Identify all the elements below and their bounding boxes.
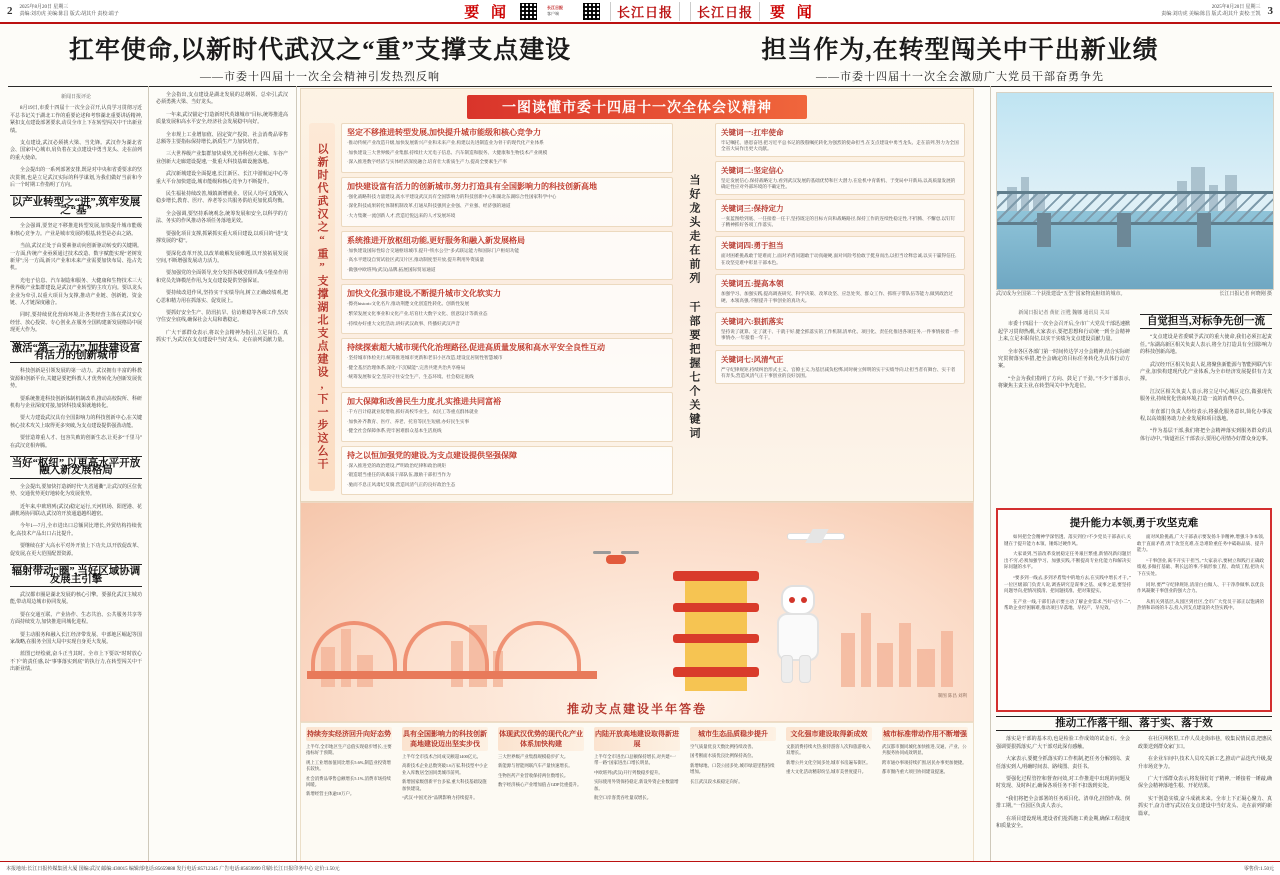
paragraph: 全会强调,要坚持系统观念,统筹发展和安全,以科学的方法、务实的作风推动各项任务落地见效。 [156, 211, 288, 225]
qr-code-icon[interactable] [520, 3, 537, 20]
masthead-left-date: 2025年8月20日 星期三 [19, 5, 69, 10]
paragraph: 全市各区各部门第一时间传达学习全会精神,结合实际研究贯彻落实举措,把全会确定的目标任务转化为具体行动方案。 [998, 349, 1130, 370]
infographic-block-line: ·加快补齐教育、医疗、养老、托育等民生短板,办好民生实事 [347, 418, 470, 424]
keyword-title: 关键词四:勇于担当 [721, 241, 784, 251]
paragraph: 支点建设,武汉必须挑大梁、当先锋。武汉作为湖北省会、国家中心城市,肩负着在支点建设中勇当龙头、走在前列的重大使命。 [10, 141, 142, 161]
headline-right-sub: ——市委十四届十一次全会激励广大党员干部奋勇争先 [816, 71, 1104, 83]
section-label-left: 要 闻 [464, 4, 510, 21]
paragraph: “要多到一线去,多到矛盾集中的地方去,在实践中增长才干。”一位区级部门负责人说,调查研究是谋事之基、成事之道,要坚持问题导向,把情况摸清、把问题找准、把对策提实。 [1004, 574, 1131, 594]
keyword-text: 一张蓝图绘到底、一任接着一任干,坚持既定的目标方向和战略路径,保持工作的连续性稳定性,不折腾、不懈怠,以钉钉子精神抓好各项工作落实。 [721, 215, 956, 228]
infographic-block-line: ·锻造堪当重任的高素质干部队伍,激励干部担当作为 [347, 472, 451, 478]
infographic-block-heading: 系统推进开放枢纽功能,更好服务和融入新发展格局 [347, 235, 525, 245]
paragraph: 要主动服务和融入长江经济带发展、中部地区崛起等国家战略,在服务全国大局中实现自身更大发展。 [10, 632, 142, 645]
infographic-block-line: ·驰而不息正风肃纪反腐,营造风清气正的良好政治生态 [347, 481, 456, 487]
paragraph: 要强化过程管控和督查问效,对工作推进中出现的问题及时发现、及时纠正,确保各项任务不折不扣落到实处。 [996, 777, 1130, 790]
infographic-keyword [715, 123, 965, 157]
paragraph: 要抓好安全生产、防汛抗旱、信访维稳等各项工作,坚决守住安全底线,确保社会大局和谐稳定。 [156, 310, 288, 324]
infographic-block [341, 177, 673, 227]
infographic-right-label: 当好龙头走在前列 干部要把握七个关键词 [688, 173, 700, 441]
section-label-right: 要 闻 [770, 4, 816, 21]
data-strip-item: 武汉都市圈同城化加快推进,交通、产业、公共服务协同成效明显。 [882, 744, 967, 756]
infographic-block [341, 231, 673, 281]
keyword-text: 严守纪律规矩,持续纠治形式主义、官僚主义,为基层减负松绑,同时树立鲜明的实干实绩导向,让担当者有舞台、实干者有奔头,营造风清气正干事创业的良好氛围。 [721, 366, 956, 379]
column-rule-1 [148, 86, 149, 868]
paragraph: 今年1—7月,全市进出口总额同比增长,外贸结构持续优化,高技术产品出口占比提升。 [10, 524, 142, 537]
paragraph: 光电子信息、汽车制造和服务、大健康和生物技术三大世界级产业集群建设,是武汉产业转型的主攻方向。要以龙头企业为牵引,以重大项目为支撑,推动产业链、创新链、资金链、人才链深度融合。 [10, 278, 142, 306]
infographic-keyword [715, 274, 965, 308]
headline-left-sub: ——市委十四届十一次全会精神引发热烈反响 [200, 71, 440, 83]
paragraph: “我们将把全会部署的任务项目化、清单化,挂图作战、倒排工期。”一位园区负责人表示。 [996, 796, 1130, 810]
keyword-title: 关键词五:提高本领 [721, 279, 784, 289]
infographic-block-heading: 持续探索超大城市现代化治理路径,促进高质量发展和高水平安全良性互动 [347, 343, 605, 353]
paragraph: 在产业一线,干部们表示要主动了解企业需求,当好“店小二”,帮助企业纾困解难,推动项目早落地、早投产、早见效。 [1004, 598, 1131, 611]
keyword-title: 关键词七:风清气正 [721, 354, 784, 364]
paragraph: 广大干部群众表示,将发扬钉钉子精神,一锤接着一锤敲,确保全会精神落地生根、开花结果。 [1138, 777, 1272, 790]
data-strip-item: 数字经济核心产业增加值占GDP比重提升。 [498, 782, 582, 788]
qr-label-1 [547, 5, 573, 17]
paragraph: 在社区网格里,工作人员走街串巷，收集民情民意,把惠民政策送到群众家门口。 [1138, 737, 1272, 750]
infographic-keywords [715, 123, 965, 491]
infographic-block-line: ·繁荣发展文化事业和文化产业,培育壮大数字文化、创意设计等新业态 [347, 310, 488, 316]
section-heading: 当好“枢纽”,以更高水平开放融入新发展格局 [10, 456, 142, 479]
paragraph: 全会强调,要坚定不移推进转型发展,加快提升城市能级和核心竞争力。产业是城市发展的根基,转型是必由之路。 [10, 224, 142, 237]
headline-right [640, 24, 1280, 82]
paragraph: 广大干部群众表示,将以全会精神为指引,立足岗位、真抓实干,为武汉在支点建设中当好龙头、走在前列贡献力量。 [156, 330, 288, 344]
footer-right: 零售价:1.50元 [1243, 867, 1274, 872]
data-strip-item: 中欧班列(武汉)开行列数稳步提升。 [594, 769, 663, 775]
highlight-box-left [1004, 534, 1131, 616]
data-strip-item: 规上工业增加值同比增长5.6%,制造业投资增长较快。 [306, 759, 391, 772]
keyword-title: 关键词三:保持定力 [721, 203, 784, 213]
infographic-keyword [715, 199, 965, 233]
infographic-block-line: ·千方百计稳就业促增收,抓好高校毕业生、农民工等重点群体就业 [347, 408, 479, 414]
paragraph: 如何把全会精神学深悟透、落实到位?不少党员干部表示,关键在于提升能力本领、锤炼过硬作风。 [1004, 534, 1131, 546]
data-strip-item: 都市圈内重大项目协同建设提速。 [882, 769, 948, 775]
data-strip [300, 722, 974, 870]
photo-caption-right: 长江日报记者 何晓刚 摄 [1219, 292, 1272, 297]
keyword-text: 牢记嘱托、感恩奋进,把习近平总书记的殷殷嘱托转化为强烈的使命担当,在支点建设中勇当龙头、走在前列,努力为全国全省大局作出更大贡献。 [721, 140, 959, 152]
column-rule-3 [990, 86, 991, 868]
data-strip-column [301, 723, 397, 869]
data-strip-heading: 具有全国影响力的科技创新高地建设迈出坚实步伐 [402, 727, 488, 751]
data-strip-item: 文旅消费持续火热,接待游客人次和旅游收入双增长。 [786, 744, 871, 756]
paragraph: 大家表示,要健全抓落实的工作机制,把任务分解到岗、责任落实到人,明确时间表、路线图、责任书。 [996, 757, 1130, 770]
data-strip-item: 长江武汉段水质稳定向好。 [690, 778, 743, 784]
paragraph: 要继续在扩大高水平对外开放上下功夫,以开放促改革、促发展,在更大范围配置资源。 [10, 544, 142, 557]
data-strip-item: 新增经营主体逾10万户。 [306, 791, 355, 797]
headline-left-title: 扛牢使命,以新时代武汉之“重”支撑支点建设 [68, 37, 572, 64]
infographic-body [301, 123, 973, 491]
keyword-title: 关键词一:扛牢使命 [721, 128, 784, 137]
infographic-block-line: ·加快建设三大世界级产业集群,持续壮大光电子信息、汽车制造和服务、大健康和生物技术产业规模 [347, 149, 548, 155]
infographic-block-line: ·推动传统产业改造升级,加快发展新兴产业和未来产业,构建以先进制造业为骨干的现代化产业体系 [347, 140, 544, 145]
robot-graphic [773, 585, 819, 681]
paragraph: “全会为我们指明了方向、鼓足了干劲。”不少干部表示,将聚焦主责主业,在转型闯关中争先进位。 [998, 376, 1130, 390]
keyword-text: 坚持说了就算、定了就干、干就干好,健全抓落实的工作机制,清单化、项目化、责任化推进各项任务,一件事情接着一件事情办,一年接着一年干。 [721, 329, 959, 341]
photo-bridge [997, 165, 1273, 225]
masthead-left-editors: 责编:刘功虎 美编:陈昌 版式:胡其升 责校:端子 [19, 12, 119, 17]
infographic-block-line: ·持续办好重大文化活动,讲好武汉故事、传播好武汉声音 [347, 320, 460, 326]
paragraph: 近年来,中欧班列(武汉)稳定运行,天河机场、阳逻港、花湖机场协同联动,武汉的开放通道越织越密。 [10, 504, 142, 518]
data-strip-item: 跨市通办事项持续扩围,居民办事更加便捷。 [882, 759, 967, 765]
right-bottom-paragraphs [996, 736, 1272, 830]
headline-row [0, 24, 1280, 82]
highlight-box [996, 508, 1272, 712]
infographic-block-heading: 持之以恒加强党的建设,为支点建设提供坚强保障 [347, 450, 517, 460]
infographic-keyword [715, 312, 965, 346]
left-column-2 [156, 92, 288, 862]
right-column-2 [1140, 308, 1272, 504]
data-strip-item: 重大文化活动精彩纷呈,城市美誉度提升。 [786, 769, 867, 775]
photo-caption-left: 武汉成为全国第二个获批建设“五型”国家物流枢纽的城市。 [996, 292, 1126, 297]
infographic-block-line: ·深入推进数字经济与实体经济深度融合,培育壮大新质生产力,提高全要素生产率 [347, 159, 508, 165]
paragraph: 要在交通互联、产业协作、生态共治、公共服务共享等方面持续发力,加快推进同城化进程。 [10, 612, 142, 626]
right-bottom-section [996, 716, 1272, 862]
infographic-block-line: ·擦亮historic文化名片,推动荆楚文化创造性转化、创新性发展 [347, 301, 470, 307]
paragraph: 武汉都市圈是湖北发展的核心引擎。要强化武汉主城功能,带动周边城市协同发展。 [10, 592, 142, 606]
data-strip-column [877, 723, 973, 869]
keyword-text: 面对困难挑战敢于迎难而上,面对矛盾问题敢于动真碰硬,面对风险考验敢于挺身而出,以担当诠释忠诚,以实干赢得信任,在攻坚克难中彰显干部本色。 [721, 253, 957, 265]
infographic-block-line: ·统筹发展和安全,坚决守住安全生产、生态环境、社会稳定底线 [347, 374, 474, 380]
paragraph: 要持续改进作风,坚持实干实绩导向,树立正确政绩观,把心思和精力用在抓落实、促发展上。 [156, 291, 288, 304]
paragraph: 全会指出,支点建设是湖北发展的总纲领、总牵引,武汉必须勇挑大梁、当好龙头。 [156, 93, 288, 106]
paragraph: 面对风险挑战,广大干部表示要发扬斗争精神,增强斗争本领,敢于直面矛盾,勇于攻坚克难,在急难险重任务中砥砺品质、提升能力。 [1137, 534, 1264, 553]
infographic [300, 88, 974, 502]
data-strip-column [397, 723, 493, 869]
data-strip-item: 上半年全市进出口总额保持增长,对共建“一带一路”国家进出口增长明显。 [594, 754, 677, 766]
data-strip-item: 三大世界级产业集群规模稳步扩大。 [498, 754, 569, 759]
paragraph: “作为基层干部,我们将把全会精神落实到服务群众的具体行动中。”街道社区干部表示,要用心用情办好群众身边事。 [1140, 429, 1272, 442]
paragraph: 全市规上工业增加值、固定资产投资、社会消费品零售总额等主要指标保持增长,新质生产力加快培育。 [156, 132, 288, 146]
yellow-crane-tower-graphic [673, 571, 759, 691]
infographic-block-line: ·健全社会保障体系,兜牢困难群众基本生活底线 [347, 428, 442, 434]
data-strip-item: 上半年全市技术合同成交额超1400亿元。 [402, 754, 482, 759]
data-strip-heading: 城市生态品质稳步提升 [690, 727, 776, 741]
infographic-keyword [715, 350, 965, 384]
infographic-block [341, 446, 673, 496]
infographic-keyword [715, 161, 965, 195]
masthead-right-date: 2025年8月20日 星期三 [1211, 5, 1261, 10]
paper-nameplate-right: 长江日报 [690, 2, 760, 21]
data-strip-heading: 持续夯实经济回升向好态势 [306, 727, 392, 741]
paragraph: 要系统推进科技创新体制机制改革,推动高校院所、科研机构与企业深度对接,加快科技成果就地转化。 [10, 396, 142, 409]
illustration-caption: 推动支点建设半年答卷 [566, 702, 707, 716]
photo [996, 92, 1274, 290]
page-number-left: 2 [7, 5, 13, 17]
paragraph: 要深化改革开放,以改革破解发展难题,以开放拓展发展空间,不断增强发展动力活力。 [156, 251, 288, 264]
infographic-block-line: ·深入推进党的政治建设,严明政治纪律和政治规矩 [347, 462, 447, 468]
masthead [0, 0, 1280, 24]
keyword-text: 加强学习、加强实践,提高调查研究、科学决策、改革攻坚、应急处突、群众工作、抓班子带队伍等能力,做到政治过硬、本领高强,不断提升干事创业的真功夫。 [721, 291, 953, 303]
infographic-block [341, 338, 673, 388]
data-strip-column [685, 723, 781, 869]
infographic-block-line: ·坚持城市体检先行,统筹推进城市更新和老旧小区改造,建设宜居韧性智慧城市 [347, 355, 503, 361]
paragraph: 武汉新城建设全面提速,长江新区、长江中游航运中心等重大平台加快建设,城市能级和核心竞争力不断提升。 [156, 172, 288, 185]
masthead-center [308, 1, 972, 22]
rule-top [8, 86, 1272, 87]
paragraph: 落实是干部的基本功,也是检验工作成效的试金石。全会强调要狠抓落实,广大干部对此深有感触。 [996, 737, 1130, 750]
paragraph: 要大力建设武汉具有全国影响力的科技创新中心,在关键核心技术攻关上取得更多突破,为支点建设提供强劲动能。 [10, 416, 142, 429]
column-rule-2 [296, 86, 297, 868]
left-kicker: 新闻日报评论 [60, 95, 91, 100]
right-kicker: 新闻日报记者 黄征 汪甦 魏娜 通讯员 关耳 [1018, 311, 1110, 316]
infographic-block [341, 123, 673, 173]
illustration [300, 502, 974, 722]
paragraph: 三大世界级产业集群加快成势,光谷科创大走廊、车谷产业创新大走廊建设提速,一批重大科技基础设施落地。 [156, 152, 288, 165]
section-heading: 以产业转型之“进”,筑牢发展之“基” [10, 195, 142, 218]
paragraph: 要强化项目支撑,抓紧抓实重大项目建设,以项目的“进”支撑发展的“稳”。 [156, 231, 288, 245]
infographic-block-heading: 坚定不移推进转型发展,加快提升城市能级和核心竞争力 [347, 128, 541, 137]
infographic-block-line: ·大力集聚一流创新人才,营造近悦远来的人才发展环境 [347, 212, 456, 218]
second-column-paragraphs [156, 92, 288, 345]
paragraph: 8月19日,市委十四届十一次全会召开,认真学习贯彻习近平总书记关于湖北工作的重要论述和考察湖北重要讲话精神,紧扣支点建设部署要求,动员全市上下在转型闯关中干出新业绩。 [10, 106, 142, 134]
paragraph: “支点建设是省委赋予武汉的重大使命,我们必须扛起责任。”东湖高新区相关负责人表示,将全力打造具有全国影响力的科技创新高地。 [1140, 335, 1272, 356]
masthead-left [0, 4, 308, 18]
page-number-right: 3 [1267, 5, 1273, 17]
infographic-block-heading: 加大保障和改善民生力度,扎实推进共同富裕 [347, 396, 501, 406]
data-strip-item: 航空口岸客货吞吐量双增长。 [594, 795, 652, 801]
paragraph: “干事创业,离不开实干担当。”大家表示,要树立和践行正确政绩观,多做打基础、利长远的事,不搞形象工程、政绩工程,把功夫下在实处。 [1137, 557, 1264, 576]
left-sections [10, 195, 142, 673]
data-strip-heading: 城市标准带动作用不断增强 [882, 727, 968, 741]
data-strip-column [589, 723, 685, 869]
keyword-text: 坚定发展信心,保持战略定力,看到武汉发展的基础优势和巨大潜力,在危机中育新机、于变局中开新局,以高质量发展的确定性应对外部环境的不确定性。 [721, 177, 956, 190]
section-heading: 自觉担当,对标争先创一流 [1140, 314, 1272, 329]
photo-caption [996, 290, 1272, 297]
data-strip-heading: 体现武汉优势的现代化产业体系加快构建 [498, 727, 584, 751]
data-strip-heading: 内陆开放高地建设取得新进展 [594, 727, 680, 751]
paragraph: 同时,要严守纪律规矩,清清白白做人、干干净净做事,以优良作风凝聚干事创业的强大合力。 [1137, 581, 1264, 594]
keyword-title: 关键词六:狠抓落实 [721, 317, 784, 327]
paragraph: 实干创造实绩,奋斗成就未来。全市上下正凝心聚力、真抓实干,奋力谱写武汉在支点建设中当好龙头、走在前列的新篇章。 [1138, 796, 1272, 817]
airplane-graphic [787, 527, 843, 543]
left-column-1 [10, 92, 142, 862]
infographic-block-line: ·做强中欧班列(武汉)品牌,拓展国际贸易通道 [347, 266, 436, 272]
data-strip-item: 空气质量优良天数比例持续改善。 [690, 744, 756, 749]
qr-badge-2: 客户端 [546, 11, 559, 16]
data-strip-item: 高新技术企业总数突破1.6万家,科技型中小企业入库数居全国同类城市前列。 [402, 763, 488, 775]
bridge-graphic [307, 593, 597, 679]
paragraph: 武汉经开区相关负责人说,将聚焦新能源与智能网联汽车产业,加快构建现代化产业体系,为全市经济发展提供有力支撑。 [1140, 362, 1272, 383]
illustration-credit: 制图 陈昌 刘利 [937, 693, 967, 698]
drone-graphic [593, 549, 639, 569]
paragraph: 民生福祉持续改善,城镇新增就业、居民人均可支配收入稳步增长,教育、医疗、养老等公共服务供给更加优质均衡。 [156, 192, 288, 205]
data-strip-item: 新能源与智能网联汽车产量快速增长。 [498, 763, 573, 769]
footer-left: 本报地址:长江日报传媒集团大厦 国编:武汉 邮编:430015 编辑部电话:85659888 发行电话:85712345 广告电话:85659999 印刷:长江日报印务中心 定价:1.50元 [6, 867, 340, 872]
masthead-left-meta [20, 4, 119, 18]
paper-nameplate-left: 长江日报 [610, 2, 680, 21]
infographic-title: 一图读懂市委十四届十一次全体会议精神 [467, 95, 807, 119]
paragraph: 大家谈到,当前改革发展稳定任务艰巨繁重,新情况新问题层出不穷,必须加强学习、加强实践,不断提高专业化能力和解决实际问题的水平。 [1004, 551, 1131, 570]
left-intro-paragraphs [10, 105, 142, 189]
right-bottom-title: 推动工作落干细、落于实、落于效 [996, 716, 1272, 731]
section-heading: 激活“第一动力”,加快建设富有活力的创新城市 [10, 341, 142, 364]
data-strip-heading: 文化强市建设取得新成效 [786, 727, 872, 741]
headline-right-title: 担当作为,在转型闯关中干出新业绩 [761, 37, 1159, 64]
infographic-block-line: ·强化战略科技力量建设,高水平建设武汉具有全国影响力的科技创新中心和湖北东湖综合性国家科学中心 [347, 193, 557, 199]
infographic-block-line: ·加快建设国际性综合交通枢纽城市,提升“铁水公空”多式联运能力和国际门户枢纽功能 [347, 247, 520, 253]
infographic-block [341, 284, 673, 334]
masthead-right [972, 4, 1280, 18]
headline-left [0, 24, 640, 82]
infographic-left-label: 以新时代武汉之“重”支撑湖北支点建设,下一步这么干 [309, 123, 335, 491]
infographic-block [341, 392, 673, 442]
infographic-block-line: ·健全基层治理体系,深化“下沉赋能”,完善共建共治共享格局 [347, 364, 466, 370]
masthead-right-editors: 责编:刘功虎 美编:陈昌 版式:胡其升 责校:王凯 [1161, 12, 1261, 17]
infographic-block-heading: 加快文化强市建设,不断提升城市文化软实力 [347, 289, 501, 299]
paragraph: 蓝图已经绘就,奋斗正当其时。全市上下要以“时时放心不下”的责任感,以“事事落实到底”的执行力,在转型闯关中干出新业绩。 [10, 652, 142, 673]
qr-code-icon-2[interactable] [583, 3, 600, 20]
masthead-right-meta [1161, 4, 1260, 18]
paragraph: 一年来,武汉锚定“打造新时代英雄城市”目标,统筹推进高质量发展和高水平安全,经济社会发展稳中向好。 [156, 112, 288, 126]
infographic-keyword [715, 236, 965, 270]
data-strip-item: 国考断面水质优良比例保持高位。 [690, 753, 756, 759]
paragraph: 江汉区相关负责人表示,将立足中心城区定位,做强现代服务业,持续优化营商环境,打造一流的消费中心。 [1140, 389, 1272, 403]
qr-badge-1: 长江日报 [546, 5, 563, 10]
data-strip-column [781, 723, 877, 869]
paragraph: 要加强党的全面领导,充分发挥各级党组织战斗堡垒作用和党员先锋模范作用,为支点建设提供坚强保证。 [156, 271, 288, 284]
infographic-block-heading: 加快建设富有活力的创新城市,努力打造具有全国影响力的科技创新高地 [347, 181, 597, 191]
infographic-block-line: ·高水平建设自贸试验区武汉片区,推动制度型开放,提升利用外资质量 [347, 257, 485, 263]
paragraph: 全会提出的一系列部署安排,既是对中央和省委要求的坚决贯彻,也是立足武汉实际的科学谋划,为我们做好当前和今后一个时期工作指明了方向。 [10, 168, 142, 189]
data-strip-item: 新增绿地、口袋公园多处,城市绿道里程持续增加。 [690, 762, 775, 775]
data-strip-item: 生物医药产业营收保持两位数增长。 [498, 772, 569, 778]
paragraph: 市委十四届十一次全会召开后,全市广大党员干部迅速掀起学习贯彻热潮,大家表示,要把思想和行动统一到全会精神上来,立足本职岗位,以实干实绩为支点建设贡献力量。 [998, 322, 1130, 343]
data-strip-columns [301, 723, 973, 869]
keyword-title: 关键词二:坚定信心 [721, 165, 784, 175]
infographic-block-line: ·深化科技成果转化体制机制改革,打通从科技强到企业强、产业强、经济强的通道 [347, 203, 511, 209]
data-strip-item: “武汉·中国光谷”品牌影响力持续提升。 [402, 795, 478, 801]
data-strip-item: 社会消费品零售总额增长5.1%,消费市场持续回暖。 [306, 775, 391, 788]
data-strip-item: 实际使用外资保持稳定,新设外资企业数量增加。 [594, 779, 679, 791]
highlight-box-columns [1004, 534, 1264, 616]
footer [0, 861, 1280, 875]
paragraph: 从机关到基层,从园区到社区,全市广大党员干部正以饱满的热情和昂扬的斗志,投入到支点建设的火热实践中。 [1137, 598, 1264, 611]
infographic-blocks [341, 123, 673, 491]
right-sections [1140, 314, 1272, 443]
right-intro-paragraphs [998, 321, 1130, 390]
data-strip-item: 新增公共文化空间多处,城市书房遍布街区。 [786, 759, 871, 765]
paragraph: 当前,武汉正处于由要素驱动向创新驱动转变的关键期。一方面,传统产业亟须通过技术改造、数字赋能实现“老树发新芽”;另一方面,新兴产业和未来产业需要加快布局、抢占先机。 [10, 244, 142, 272]
data-strip-item: 新增国家级创新平台多家,重大科技基础设施加快建设。 [402, 779, 487, 791]
paragraph: 同时,要持续优化营商环境,让各类经营主体在武汉安心经营、放心投资、专心创业,在服务全国构建新发展格局中展现更大作为。 [10, 313, 142, 334]
paragraph: 要营造尊重人才、包容失败的创新生态,让更多“千里马”在武汉竞相奔腾。 [10, 436, 142, 449]
paragraph: 在项目建设现场,建设者们抢抓施工黄金期,确保工程进度和质量安全。 [996, 816, 1130, 830]
highlight-box-title: 提升能力本领,勇于攻坚克难 [1069, 518, 1199, 529]
paragraph: 全会提出,要加快打造新时代“九省通衢”,让武汉的区位优势、交通优势更好地转化为发展优势。 [10, 484, 142, 498]
right-column-1 [998, 308, 1130, 504]
paragraph: 科技创新是引领发展的第一动力。武汉拥有丰富的科教资源和创新平台,关键是要把科教人才优势转化为创新发展优势。 [10, 369, 142, 390]
section-heading: 辐射带动“圈”,当好区域协调发展主引擎 [10, 564, 142, 587]
paragraph: 市直部门负责人纷纷表示,将强化服务意识,简化办事流程,以高效服务助力企业发展和项目落地。 [1140, 409, 1272, 423]
data-strip-item: 上半年,全市地区生产总值实现稳步增长,主要指标好于预期。 [306, 744, 392, 756]
paragraph: 在企业车间中,技术人员攻关新工艺,推动产品迭代升级,提升市场竞争力。 [1138, 757, 1272, 770]
data-strip-column [493, 723, 589, 869]
highlight-box-right [1137, 534, 1264, 616]
